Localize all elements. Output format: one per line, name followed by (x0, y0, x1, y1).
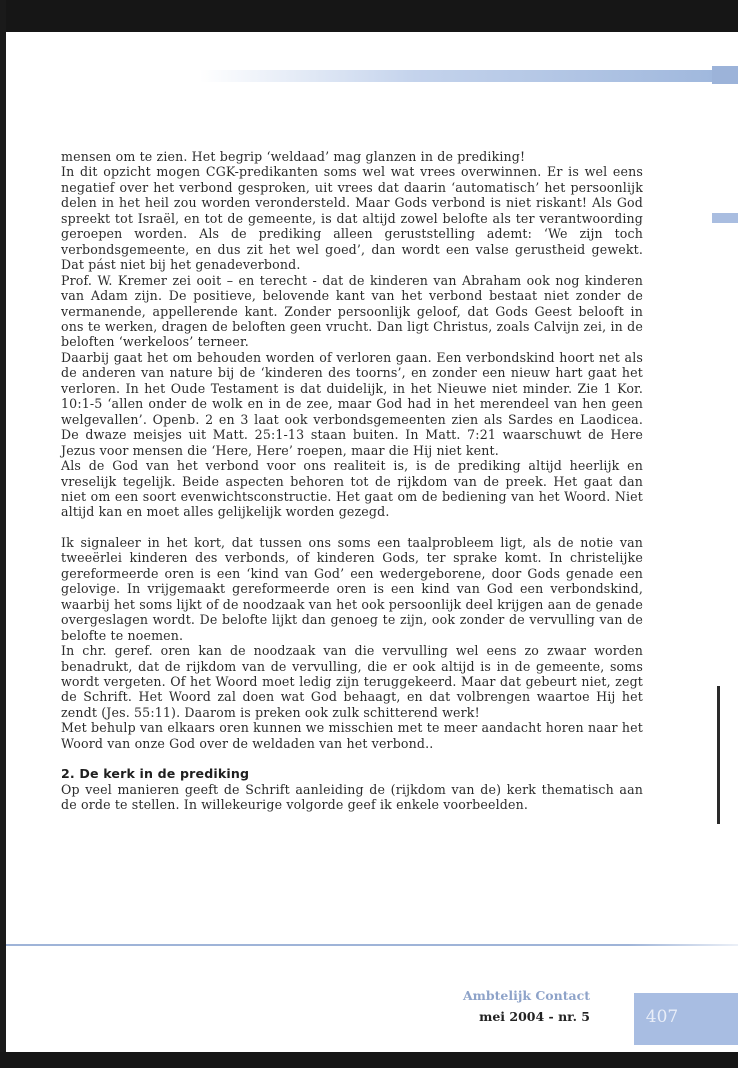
journal-title: Ambtelijk Contact (462, 988, 590, 1003)
paragraph: In chr. geref. oren kan de noodzaak van die vervulling wel eens zo zwaar worden benadrukt, dat de rijkdom van de vervulling, die er ook altijd is in de gemeente, soms wordt vergeten. Of het Woord moet ledig zijn teruggekeerd. Maar dat gebeurt niet, zegt de Schrift. Het Woord zal doen wat God behaagt, en dat volbrengen waartoe Hij het zendt (Jes. 55:11). Daarom is preken ook zulk schitterend werk! (61, 643, 643, 720)
issue-label: mei 2004 - nr. 5 (479, 1009, 590, 1024)
scan-border-left (0, 0, 6, 1068)
margin-tab-marker (712, 213, 738, 223)
paragraph: Ik signaleer in het kort, dat tussen ons soms een taalprobleem ligt, als de notie van tweeërlei kinderen des verbonds, of kinderen Gods, ter sprake komt. In christelijke gereformeerde oren is een ‘kind van God’ een wedergeborene, door Gods genade een gelovige. In vrijgemaakt gereformeerde oren is een kind van God een verbondskind, waarbij het soms lijkt of de noodzaak van het ook persoonlijk deel krijgen aan de genade overgeslagen wordt. De belofte lijkt dan genoeg te zijn, ook zonder de vervulling van de belofte te noemen. (61, 534, 643, 643)
scan-border-bottom (0, 1052, 738, 1068)
paragraph: Prof. W. Kremer zei ooit – en terecht - dat de kinderen van Abraham ook nog kinderen van Adam zijn. De positieve, belovende kant van het verbond bestaat niet zonder de vermanende, appellerende kant. Zonder persoonlijk geloof, dat Gods Geest belooft in ons te werken, dragen de beloften geen vrucht. Dan ligt Christus, zoals Calvijn zei, in de beloften ‘werkeloos’ terneer. (61, 272, 643, 350)
paragraph-spacer (61, 520, 643, 535)
scan-border-top (0, 0, 738, 32)
section-heading: 2. De kerk in de prediking (61, 766, 250, 782)
paragraph: In dit opzicht mogen CGK-predikanten soms wel wat vrees overwinnen. Er is wel eens negatief over het verbond gesproken, uit vrees dat daarin ‘automatisch’ het persoonlijk delen in het heil zou worden verondersteld. Maar Gods verbond is niet riskant! Als God spreekt tot Israël, en tot de gemeente, is dat altijd zowel belofte als ter verantwoording geroepen worden. Als de prediking alleen geruststelling ademt: ‘We zijn toch verbondsgemeente, en dus zit het wel goed’, dan wordt een valse gerustheid gewekt. Dat pást niet bij het genadeverbond. (61, 164, 643, 273)
footer-rule (6, 944, 738, 946)
article-body (61, 149, 643, 813)
paragraph: Daarbij gaat het om behouden worden of verloren gaan. Een verbondskind hoort net als de anderen van nature bij de ‘kinderen des toorns’, en zonder een nieuw hart gaat het verloren. In het Oude Testament is dat duidelijk, in het Nieuwe niet minder. Zie 1 Kor. 10:1-5 ‘allen onder de wolk en in de zee, maar God had in het merendeel van hen geen welgevallen’. Openb. 2 en 3 laat ook verbondsgemeenten zien als Sardes en Laodicea. De dwaze meisjes uit Matt. 25:1-13 staan buiten. In Matt. 7:21 waarschuwt de Here Jezus voor mensen die ‘Here, Here’ roepen, maar die Hij niet kent. (61, 349, 643, 458)
paragraph-spacer (61, 751, 643, 766)
paragraph: Als de God van het verbond voor ons realiteit is, is de prediking altijd heerlijk en vreselijk tegelijk. Beide aspecten behoren tot de rijkdom van de preek. Het gaat dan niet om een soort evenwichtsconstructie. Het gaat om de bediening van het Woord. Niet altijd kan en moet alles gelijkelijk worden gezegd. (61, 458, 643, 520)
header-color-band-end (712, 66, 738, 84)
paragraph: Op veel manieren geeft de Schrift aanleiding de (rijkdom van de) kerk thematisch aan de orde te stellen. In willekeurige volgorde geef ik enkele voorbeelden. (61, 781, 643, 813)
paragraph: Met behulp van elkaars oren kunnen we misschien met te meer aandacht horen naar het Woord van onze God over de weldaden van het verbond.. (61, 720, 643, 751)
page-number: 407 (645, 1007, 679, 1027)
header-color-band (200, 70, 738, 82)
margin-vertical-rule (717, 686, 720, 824)
paragraph: mensen om te zien. Het begrip ‘weldaad’ mag glanzen in de prediking! (61, 149, 526, 164)
